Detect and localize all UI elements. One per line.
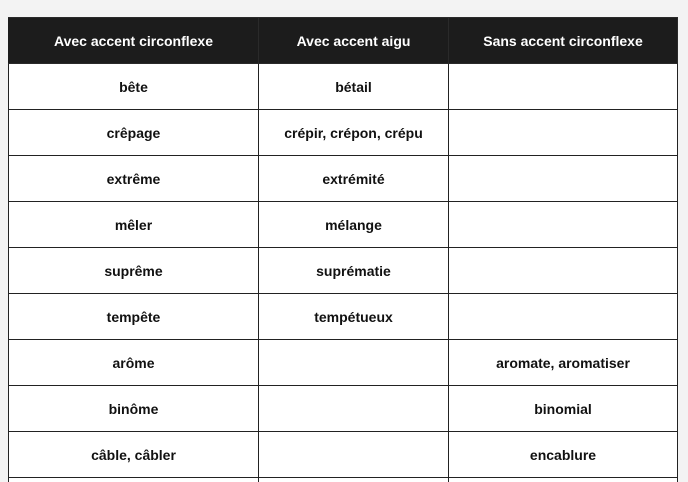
header-avec-accent-aigu: Avec accent aigu: [259, 18, 449, 64]
table-row: [9, 340, 678, 386]
cell-aigu: [259, 432, 449, 478]
cell-aigu: [259, 478, 449, 482]
cell-aigu: suprématie: [259, 248, 449, 294]
cell-aigu: crépir, crépon, crépu: [259, 110, 449, 156]
accent-comparison-table: [8, 17, 678, 482]
cell-circonflexe: mêler: [9, 202, 259, 248]
cell-circonflexe: suprême: [9, 248, 259, 294]
header-sans-accent-circonflexe: Sans accent circonflexe: [449, 18, 678, 64]
cell-circonflexe: binôme: [9, 386, 259, 432]
cell-sans-circonflexe: [449, 248, 678, 294]
table-row: [9, 156, 678, 202]
cell-sans-circonflexe: [449, 478, 678, 482]
cell-aigu: [259, 340, 449, 386]
table-header: [9, 18, 678, 64]
cell-sans-circonflexe: binomial: [449, 386, 678, 432]
cell-circonflexe: tempête: [9, 294, 259, 340]
cell-circonflexe: [9, 478, 259, 482]
cell-sans-circonflexe: [449, 294, 678, 340]
table-row: [9, 294, 678, 340]
cell-sans-circonflexe: [449, 156, 678, 202]
cell-circonflexe: arôme: [9, 340, 259, 386]
cell-aigu: mélange: [259, 202, 449, 248]
cell-sans-circonflexe: [449, 64, 678, 110]
cell-sans-circonflexe: encablure: [449, 432, 678, 478]
cell-aigu: [259, 386, 449, 432]
table-row: [9, 432, 678, 478]
cell-circonflexe: extrême: [9, 156, 259, 202]
table-row: [9, 110, 678, 156]
cell-circonflexe: bête: [9, 64, 259, 110]
cell-aigu: extrémité: [259, 156, 449, 202]
cell-sans-circonflexe: [449, 202, 678, 248]
cell-aigu: tempétueux: [259, 294, 449, 340]
cell-sans-circonflexe: aromate, aromatiser: [449, 340, 678, 386]
table-body: [9, 64, 678, 482]
table-row: [9, 64, 678, 110]
table-row: [9, 386, 678, 432]
header-row: [9, 18, 678, 64]
header-avec-accent-circonflexe: Avec accent circonflexe: [9, 18, 259, 64]
cell-aigu: bétail: [259, 64, 449, 110]
table-row: [9, 202, 678, 248]
table-row: [9, 248, 678, 294]
cell-circonflexe: câble, câbler: [9, 432, 259, 478]
cell-sans-circonflexe: [449, 110, 678, 156]
table-row: [9, 478, 678, 482]
cell-circonflexe: crêpage: [9, 110, 259, 156]
